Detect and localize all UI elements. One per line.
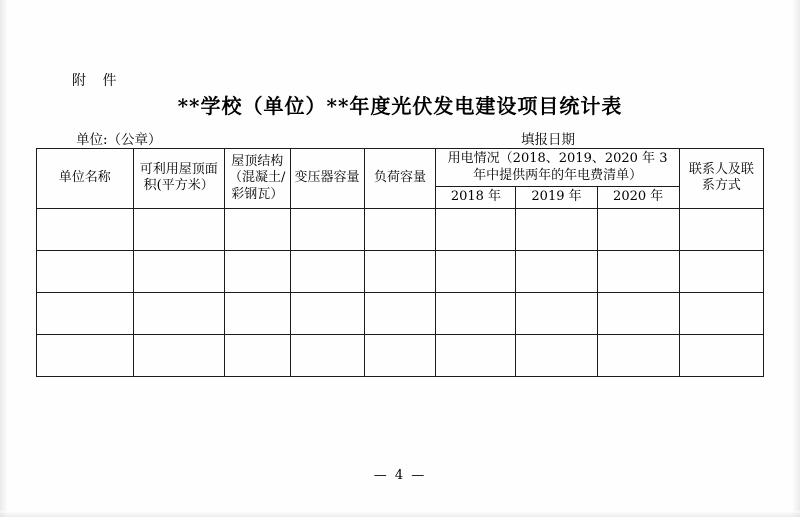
cell-unit-name[interactable] [37, 250, 134, 292]
table-row [37, 208, 764, 250]
table-row [37, 292, 764, 334]
cell-year-2018[interactable] [436, 292, 516, 334]
cell-load-capacity[interactable] [364, 334, 436, 376]
cell-transformer-capacity[interactable] [290, 250, 364, 292]
cell-usable-roof-area[interactable] [133, 250, 224, 292]
cell-year-2020[interactable] [597, 250, 679, 292]
page-number: — 4 — [373, 468, 427, 483]
header-year-2020: 2020 年 [597, 187, 679, 209]
cell-transformer-capacity[interactable] [290, 292, 364, 334]
attachment-label: 附 件 [72, 73, 123, 89]
cell-unit-name[interactable] [37, 292, 134, 334]
unit-seal-label: 单位:（公章） [76, 132, 162, 148]
cell-year-2018[interactable] [436, 334, 516, 376]
header-roof-structure: 屋顶结构（混凝土/彩钢瓦） [224, 149, 290, 209]
table-row [37, 334, 764, 376]
cell-load-capacity[interactable] [364, 208, 436, 250]
cell-usable-roof-area[interactable] [133, 208, 224, 250]
cell-year-2020[interactable] [597, 292, 679, 334]
cell-roof-structure[interactable] [224, 250, 290, 292]
cell-roof-structure[interactable] [224, 208, 290, 250]
cell-contact[interactable] [679, 292, 763, 334]
cell-usable-roof-area[interactable] [133, 334, 224, 376]
table-header-row-1 [37, 149, 764, 187]
cell-roof-structure[interactable] [224, 292, 290, 334]
cell-contact[interactable] [679, 250, 763, 292]
cell-transformer-capacity[interactable] [290, 208, 364, 250]
cell-year-2019[interactable] [516, 250, 597, 292]
table-row [37, 250, 764, 292]
page-edge-shadow-bottom [0, 511, 800, 517]
cell-load-capacity[interactable] [364, 292, 436, 334]
cell-year-2019[interactable] [516, 208, 597, 250]
cell-unit-name[interactable] [37, 334, 134, 376]
cell-unit-name[interactable] [37, 208, 134, 250]
header-transformer-capacity: 变压器容量 [290, 149, 364, 209]
header-electricity-usage: 用电情况（2018、2019、2020 年 3 年中提供两年的年电费清单） [436, 149, 679, 187]
cell-year-2019[interactable] [516, 292, 597, 334]
page-edge-shadow-right [792, 0, 800, 517]
header-load-capacity: 负荷容量 [364, 149, 436, 209]
header-unit-name: 单位名称 [37, 149, 134, 209]
fill-date-label: 填报日期 [521, 132, 575, 148]
statistics-table [36, 148, 764, 377]
cell-contact[interactable] [679, 208, 763, 250]
cell-year-2018[interactable] [436, 208, 516, 250]
cell-year-2018[interactable] [436, 250, 516, 292]
header-year-2018: 2018 年 [436, 187, 516, 209]
cell-roof-structure[interactable] [224, 334, 290, 376]
header-contact: 联系人及联系方式 [679, 149, 763, 209]
header-year-2019: 2019 年 [516, 187, 597, 209]
form-meta-line [36, 128, 764, 146]
cell-year-2020[interactable] [597, 334, 679, 376]
cell-usable-roof-area[interactable] [133, 292, 224, 334]
page-edge-shadow-left [0, 0, 8, 517]
page-title: **学校（单位）**年度光伏发电建设项目统计表 [177, 94, 623, 118]
header-usable-roof-area: 可利用屋顶面积(平方米） [133, 149, 224, 209]
cell-load-capacity[interactable] [364, 250, 436, 292]
cell-transformer-capacity[interactable] [290, 334, 364, 376]
cell-year-2019[interactable] [516, 334, 597, 376]
cell-contact[interactable] [679, 334, 763, 376]
cell-year-2020[interactable] [597, 208, 679, 250]
